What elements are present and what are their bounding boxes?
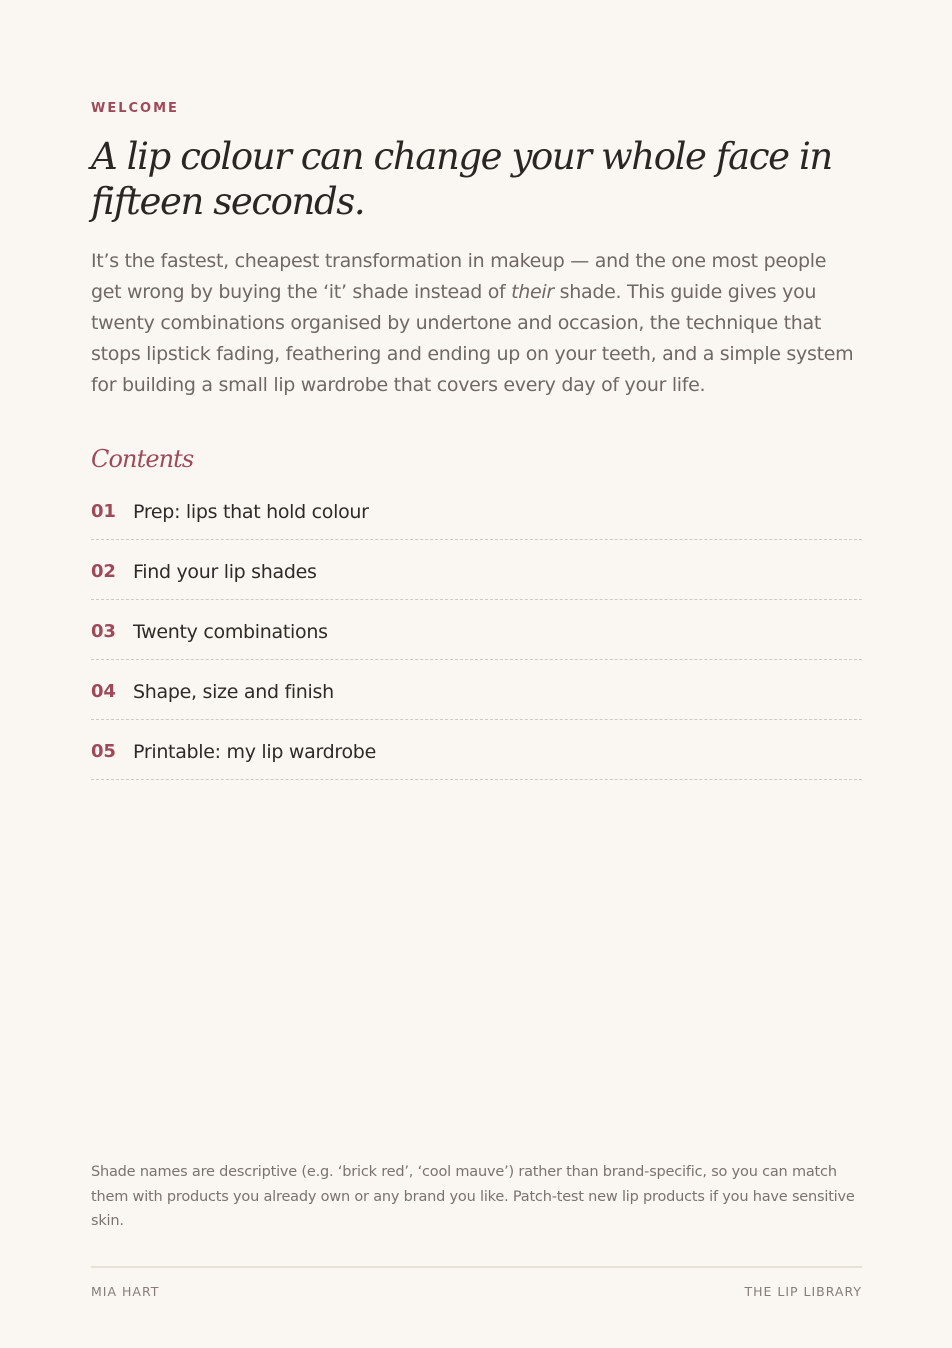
page-title: A lip colour can change your whole face in fifteen seconds. [91, 135, 832, 223]
page-footer [91, 1284, 862, 1299]
toc-item-02[interactable] [91, 540, 862, 600]
toc-number: 04 [91, 681, 116, 702]
section-eyebrow: WELCOME [91, 101, 179, 116]
toc-item-03[interactable] [91, 600, 862, 660]
toc-label: Prep: lips that hold colour [133, 500, 369, 523]
intro-paragraph [91, 246, 862, 401]
intro-text-end: shade. This guide gives you twenty combinations organised by undertone and occasion, the technique that stops lipstick fading, feathering and ending up on your teeth, and a simple system for building a small lip wardrobe that covers every day of your life. [91, 281, 854, 396]
toc-number: 03 [91, 621, 116, 642]
toc-number: 05 [91, 741, 116, 762]
toc-number: 02 [91, 561, 116, 582]
intro-emphasis: their [511, 281, 554, 303]
toc-item-01[interactable] [91, 480, 862, 540]
shade-disclaimer-note: Shade names are descriptive (e.g. ‘brick red’, ‘cool mauve’) rather than brand-specific, so you can match them with products you already own or any brand you like. Patch-test new lip products if you have sensitive skin. [91, 1164, 855, 1229]
toc-label: Printable: my lip wardrobe [133, 740, 376, 763]
intro-text-start: It’s the fastest, cheapest transformation in makeup — and the one most people get wrong by buying the ‘it’ shade instead of [91, 250, 827, 303]
footer-series-title: THE LIP LIBRARY [744, 1284, 862, 1299]
welcome-page [91, 0, 862, 1348]
toc-label: Find your lip shades [133, 560, 317, 583]
footer-author: MIA HART [91, 1284, 160, 1299]
contents-heading: Contents [91, 445, 194, 473]
toc-label: Twenty combinations [133, 620, 328, 643]
toc-item-04[interactable] [91, 660, 862, 720]
table-of-contents [91, 480, 862, 780]
toc-item-05[interactable] [91, 720, 862, 780]
footer-divider [91, 1266, 862, 1268]
toc-number: 01 [91, 501, 116, 522]
toc-label: Shape, size and finish [133, 680, 334, 703]
